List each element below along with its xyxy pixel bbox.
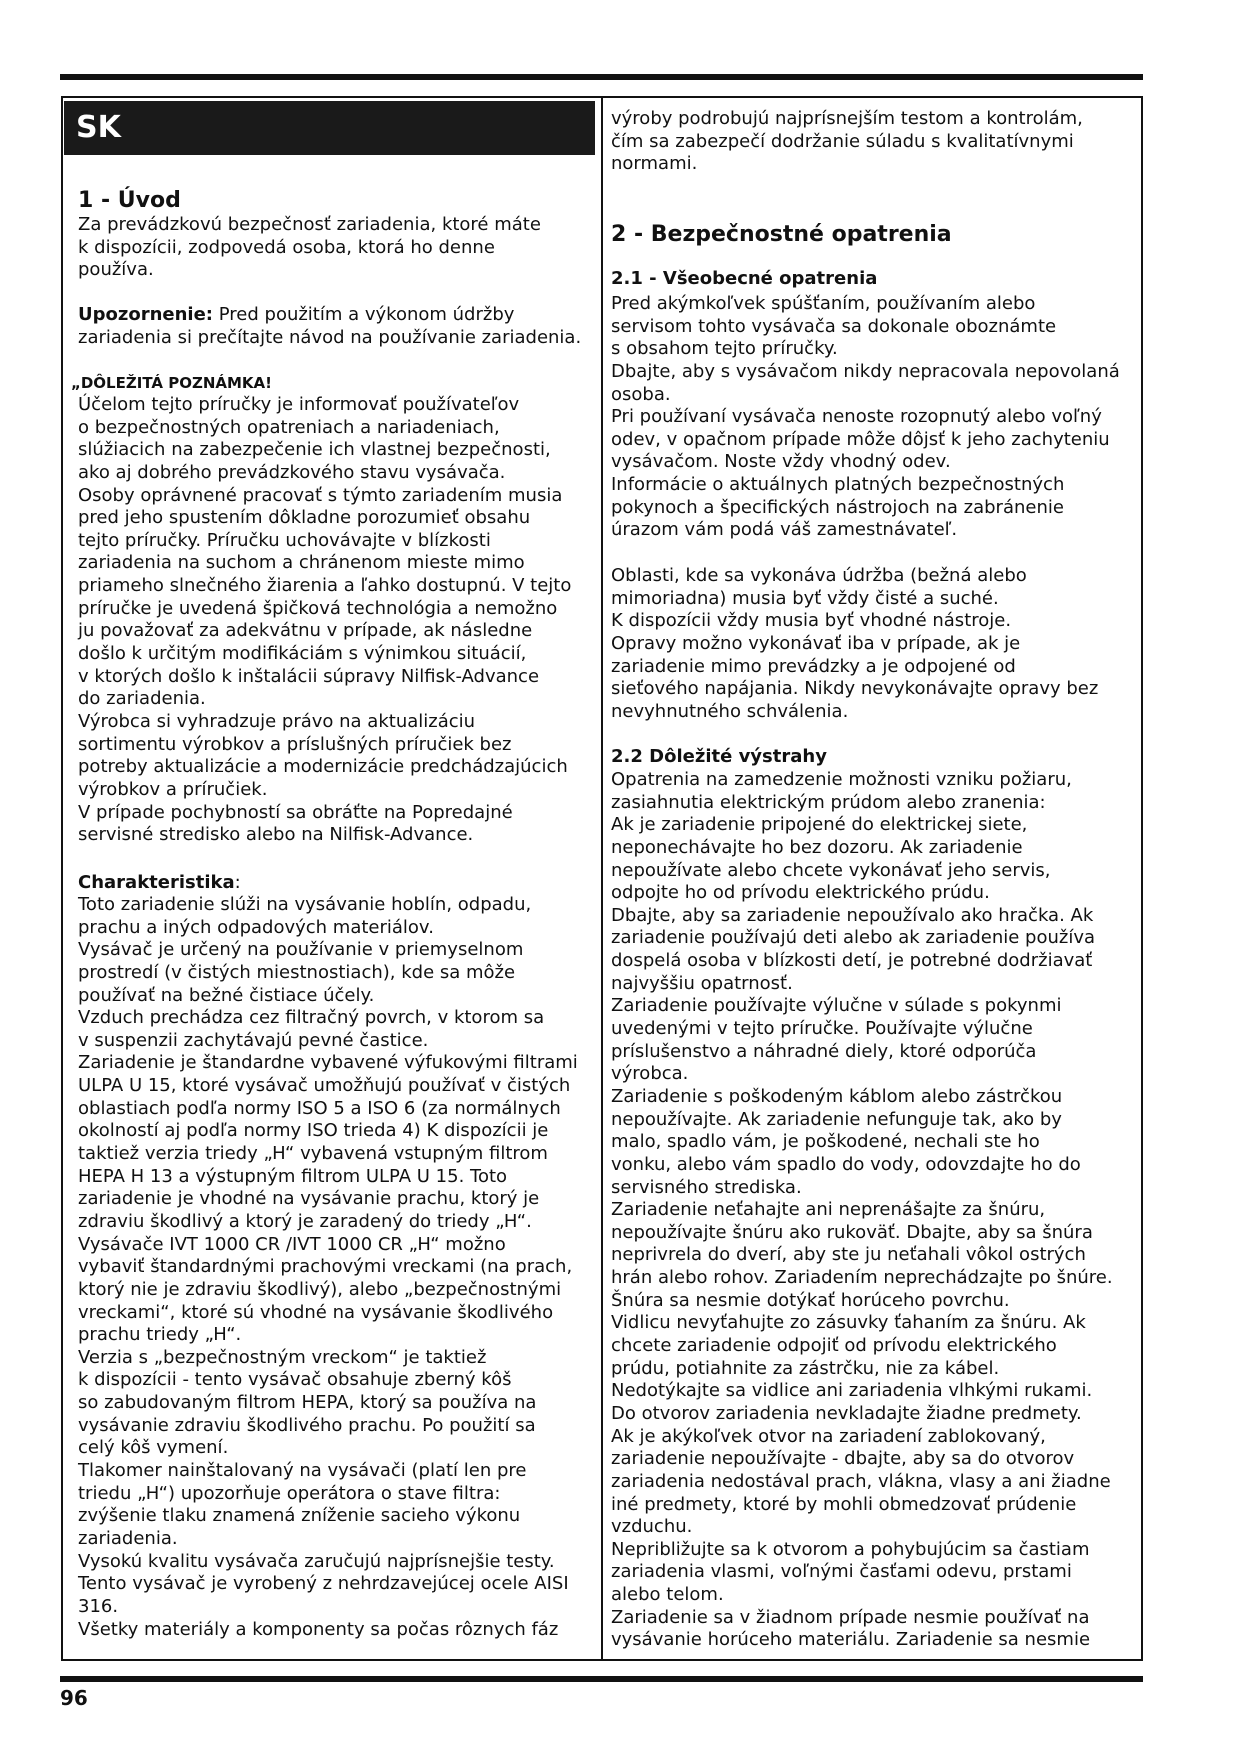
text-line: Dbajte, aby sa zariadenie nepoužívalo ako hračka. Ak: [611, 904, 1094, 926]
text-line: Výrobca si vyhradzuje právo na aktualizáciu: [78, 710, 476, 732]
text-line: sieťového napájania. Nikdy nevykonávajte opravy bez: [611, 678, 1099, 700]
text-line: zariadenia si prečítajte návod na používanie zariadenia.: [78, 326, 582, 348]
characteristics-body: [78, 894, 596, 1641]
text-line: alebo telom.: [611, 1584, 724, 1606]
text-line: úrazom vám podá váš zamestnávateľ.: [611, 519, 958, 541]
text-line: používať na bežné čistiace účely.: [78, 984, 375, 1006]
text-line: v ktorých došlo k inštalácii súpravy Nilfisk-Advance: [78, 665, 540, 687]
text-line: Zariadenie používajte výlučne v súlade s pokynmi: [611, 995, 1062, 1017]
text-line: priameho slnečného žiarenia a ľahko dostupnú. V tejto: [78, 575, 572, 597]
text-line: vzduchu.: [611, 1516, 693, 1538]
text-line: V prípade pochybností sa obráťte na Popredajné: [78, 801, 513, 823]
text-line: celý kôš vymení.: [78, 1437, 229, 1459]
text-line: príručke je uvedená špičková technológia a nemožno: [78, 597, 558, 619]
text-line: čím sa zabezpečí dodržanie súladu s kvalitatívnymi: [611, 130, 1074, 152]
characteristics-label: Charakteristika: [78, 872, 235, 893]
text-line: Pred akýmkoľvek spúšťaním, používaním alebo: [611, 293, 1036, 314]
important-note-body: [78, 394, 596, 847]
text-line: Informácie o aktuálnych platných bezpečnostných: [611, 474, 1065, 496]
text-line: Vysávač je určený na používanie v priemyselnom: [78, 939, 524, 961]
text-line: príslušenstvo a náhradné diely, ktoré odporúča: [611, 1040, 1037, 1062]
important-note-title: „DÔLEŽITÁ POZNÁMKA!: [71, 374, 273, 392]
text-line: servisného strediska.: [611, 1176, 802, 1198]
text-line: osoba.: [611, 383, 671, 405]
characteristics-label-suffix: :: [234, 872, 241, 893]
warning-label: Upozornenie:: [78, 304, 213, 325]
text-line: nepoužívajte šnúru ako rukoväť. Dbajte, aby sa šnúra: [611, 1221, 1093, 1243]
text-line: Osoby oprávnené pracovať s týmto zariadením musia: [78, 484, 563, 506]
text-line: výroby podrobujú najprísnejším testom a kontrolám,: [611, 108, 1083, 129]
text-line: so zabudovaným filtrom HEPA, ktorý sa používa na: [78, 1392, 537, 1414]
page-number: 96: [60, 1686, 88, 1710]
text-line: zvýšenie tlaku znamená zníženie sacieho výkonu: [78, 1505, 521, 1527]
text-line: Verzia s „bezpečnostným vreckom“ je taktiež: [78, 1346, 487, 1368]
text-line: zariadenia vlasmi, voľnými časťami odevu, prstami: [611, 1561, 1072, 1583]
text-line: vysávačom. Noste vždy vhodný odev.: [611, 451, 951, 473]
text-line: zariadenie je vhodné na vysávanie prachu, ktorý je: [78, 1188, 540, 1210]
text-line: nevyhnutného schválenia.: [611, 700, 849, 722]
text-line: servisné stredisko alebo na Nilfisk-Advance.: [78, 824, 474, 846]
text-line: Tlakomer nainštalovaný na vysávači (platí len pre: [78, 1460, 527, 1482]
text-line: nepoužívajte. Ak zariadenie nefunguje tak, ako by: [611, 1108, 1062, 1130]
text-line: vybaviť štandardnými prachovými vreckami (na prach,: [78, 1256, 573, 1278]
text-line: Tento vysávač je vyrobený z nehrdzavejúcej ocele AISI: [78, 1573, 569, 1595]
text-line: do zariadenia.: [78, 688, 206, 710]
text-line: Účelom tejto príručky je informovať používateľov: [78, 394, 520, 415]
text-line: došlo k určitým modifikáciám s výnimkou situácií,: [78, 643, 527, 665]
text-line: vysávanie zdraviu škodlivého prachu. Po použití sa: [78, 1414, 536, 1436]
text-line: o bezpečnostných opatreniach a nariadeniach,: [78, 416, 500, 438]
text-line: Nedotýkajte sa vidlice ani zariadenia vlhkými rukami.: [611, 1380, 1093, 1402]
text-line: vysávanie horúceho materiálu. Zariadenie sa nesmie: [611, 1629, 1091, 1651]
text-line: servisom tohto vysávača sa dokonale oboznámte: [611, 315, 1057, 337]
top-rule: [60, 74, 1143, 80]
text-line: sortimentu výrobkov a príslušných príručiek bez: [78, 733, 512, 755]
text-line: výrobkov a príručiek.: [78, 778, 268, 800]
text-line: vonku, alebo vám spadlo do vody, odovzdajte ho do: [611, 1153, 1081, 1175]
text-line: s obsahom tejto príručky.: [611, 338, 838, 360]
text-line: Ak je zariadenie pripojené do elektrickej siete,: [611, 814, 1028, 836]
text-line: Do otvorov zariadenia nevkladajte žiadne predmety.: [611, 1402, 1082, 1424]
text-line: pred jeho spustením dôkladne porozumieť obsahu: [78, 507, 531, 529]
text-line: zariadenia.: [78, 1527, 178, 1549]
text-line: Nepribližujte sa k otvorom a pohybujúcim sa častiam: [611, 1538, 1090, 1560]
section-heading-safety: 2 - Bezpečnostné opatrenia: [611, 222, 952, 247]
warning-first-line: [78, 304, 596, 327]
subsection-heading-general: 2.1 - Všeobecné opatrenia: [611, 268, 878, 289]
general-precautions-body: [611, 293, 1138, 542]
text-line: Zariadenie neťahajte ani neprenášajte za šnúru,: [611, 1199, 1046, 1221]
text-line: Toto zariadenie slúži na vysávanie hoblín, odpadu,: [78, 894, 532, 915]
text-line: iné predmety, ktoré by mohli obmedzovať prúdenie: [611, 1493, 1077, 1515]
text-line: prúdu, potiahnite za zástrčku, nie za kábel.: [611, 1357, 1000, 1379]
text-line: prachu a iných odpadových materiálov.: [78, 916, 434, 938]
maintenance-paragraph: [611, 565, 1138, 723]
text-line: používa.: [78, 259, 154, 281]
text-line: k dispozícii, zodpovedá osoba, ktorá ho denne: [78, 236, 495, 258]
text-line: nepoužívate alebo chcete vykonávať jeho servis,: [611, 859, 1051, 881]
text-line: K dispozícii vždy musia byť vhodné nástroje.: [611, 610, 1012, 632]
text-line: výrobca.: [611, 1063, 689, 1085]
text-line: ULPA U 15, ktoré vysávač umožňujú používať v čistých: [78, 1075, 571, 1097]
text-line: zariadenie nepoužívajte - dbajte, aby sa do otvorov: [611, 1448, 1075, 1470]
text-line: hrán alebo rohov. Zariadením neprechádzajte po šnúre.: [611, 1267, 1113, 1289]
text-line: pokynoch a špecifických nástrojoch na zabránenie: [611, 496, 1064, 518]
text-line: vreckami“, ktoré sú vhodné na vysávanie škodlivého: [78, 1301, 554, 1323]
language-header: SK: [64, 101, 595, 155]
text-line: Všetky materiály a komponenty sa počas rôznych fáz: [78, 1618, 559, 1640]
text-line: Zariadenie je štandardne vybavené výfukovými filtrami: [78, 1052, 578, 1074]
text-line: zariadenia na suchom a chránenom mieste mimo: [78, 552, 525, 574]
text-line: Šnúra sa nesmie dotýkať horúceho povrchu.: [611, 1289, 1010, 1311]
text-line: Dbajte, aby s vysávačom nikdy nepracovala nepovolaná: [611, 360, 1120, 382]
subsection-heading-warnings: 2.2 Dôležité výstrahy: [611, 746, 827, 767]
text-line: odpojte ho od prívodu elektrického prúdu.: [611, 882, 990, 904]
text-line: mimoriadna) musia byť vždy čisté a suché.: [611, 587, 999, 609]
characteristics-heading: [78, 872, 596, 895]
text-line: chcete zariadenie odpojiť od prívodu elektrického: [611, 1335, 1057, 1357]
section-heading-intro: 1 - Úvod: [78, 188, 181, 213]
bottom-rule: [60, 1676, 1143, 1682]
text-line: oblastiach podľa normy ISO 5 a ISO 6 (za normálnych: [78, 1097, 561, 1119]
continuation-paragraph: [611, 108, 1138, 176]
text-line: zariadenie používajú deti alebo ak zariadenie používa: [611, 927, 1096, 949]
text-line: zariadenie mimo prevádzky a je odpojené od: [611, 655, 1016, 677]
warning-paragraph: [78, 304, 596, 349]
text-line: Pri používaní vysávača nenoste rozopnutý alebo voľný: [611, 406, 1102, 428]
column-divider: [601, 96, 603, 1661]
text-line: v suspenzii zachytávajú pevné častice.: [78, 1029, 429, 1051]
text-line: ju považovať za adekvátnu v prípade, ak následne: [78, 620, 533, 642]
text-line: potreby aktualizácie a modernizácie predchádzajúcich: [78, 756, 568, 778]
important-warnings-body: [611, 769, 1138, 1652]
text-line: Zariadenie s poškodeným káblom alebo zástrčkou: [611, 1085, 1063, 1107]
text-line: Oblasti, kde sa vykonáva údržba (bežná alebo: [611, 565, 1027, 586]
text-line: neprivrela do dverí, aby ste ju neťahali vôkol ostrých: [611, 1244, 1086, 1266]
text-line: dospelá osoba v blízkosti detí, je potrebné dodržiavať: [611, 950, 1093, 972]
text-line: Vysávače IVT 1000 CR /IVT 1000 CR „H“ možno: [78, 1233, 506, 1255]
text-line: HEPA H 13 a výstupným filtrom ULPA U 15. Toto: [78, 1165, 508, 1187]
text-line: odev, v opačnom prípade môže dôjsť k jeho zachyteniu: [611, 428, 1110, 450]
text-line: triedu „H“) upozorňuje operátora o stave filtra:: [78, 1482, 501, 1504]
text-line: okolností aj podľa normy ISO trieda 4) K dispozícii je: [78, 1120, 549, 1142]
text-line: zasiahnutia elektrickým prúdom alebo zranenia:: [611, 791, 1046, 813]
text-line: zariadenia nedostával prach, vlákna, vlasy a ani žiadne: [611, 1470, 1111, 1492]
text-line: prostredí (v čistých miestnostiach), kde sa môže: [78, 961, 516, 983]
text-line: ktorý nie je zdraviu škodlivý), alebo „bezpečnostnými: [78, 1278, 562, 1300]
text-line: Vzduch prechádza cez filtračný povrch, v ktorom sa: [78, 1007, 545, 1029]
text-line: 316.: [78, 1595, 119, 1617]
text-line: Za prevádzkovú bezpečnosť zariadenia, ktoré máte: [78, 214, 541, 235]
text-line: uvedenými v tejto príručke. Používajte výlučne: [611, 1018, 1033, 1040]
text-line: prachu triedy „H“.: [78, 1324, 242, 1346]
text-line: najvyššiu opatrnosť.: [611, 972, 793, 994]
intro-paragraph: [78, 214, 596, 282]
text-line: Vidlicu nevyťahujte zo zásuvky ťahaním za šnúru. Ak: [611, 1312, 1086, 1334]
text-line: ako aj dobrého prevádzkového stavu vysávača.: [78, 461, 506, 483]
text-line: tejto príručky. Príručku uchovávajte v blízkosti: [78, 529, 491, 551]
text-line: neponechávajte ho bez dozoru. Ak zariadenie: [611, 836, 1023, 858]
text-line: k dispozícii - tento vysávač obsahuje zberný kôš: [78, 1369, 512, 1391]
text-line: Vysokú kvalitu vysávača zaručujú najprísnejšie testy.: [78, 1550, 555, 1572]
text-line: Zariadenie sa v žiadnom prípade nesmie používať na: [611, 1606, 1090, 1628]
text-line: Pred použitím a výkonom údržby: [218, 304, 515, 325]
text-line: zdraviu škodlivý a ktorý je zaradený do triedy „H“.: [78, 1210, 532, 1232]
text-line: Opatrenia na zamedzenie možnosti vzniku požiaru,: [611, 769, 1072, 790]
text-line: slúžiacich na zabezpečenie ich vlastnej bezpečnosti,: [78, 439, 551, 461]
text-line: taktiež verzia triedy „H“ vybavená vstupným filtrom: [78, 1143, 548, 1165]
text-line: malo, spadlo vám, je poškodené, nechali ste ho: [611, 1131, 1040, 1153]
text-line: Opravy možno vykonávať iba v prípade, ak je: [611, 632, 1021, 654]
text-line: normami.: [611, 153, 698, 175]
text-line: Ak je akýkoľvek otvor na zariadení zablokovaný,: [611, 1425, 1046, 1447]
